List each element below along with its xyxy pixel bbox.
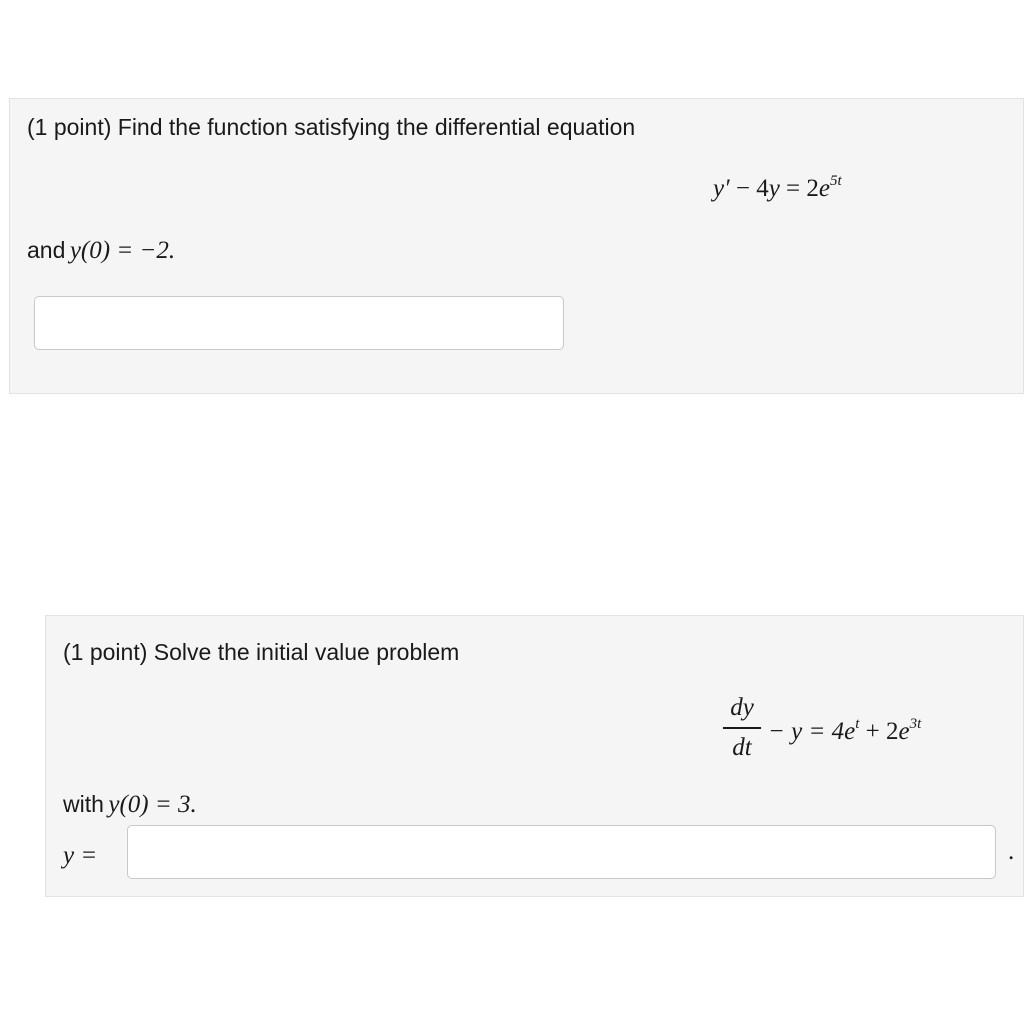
problem-2-statement: (1 point) Solve the initial value problem (63, 639, 460, 665)
equation-rhs-coef: 2 (806, 175, 819, 202)
equation-var: y (768, 175, 780, 202)
equation-base-1: e (844, 718, 856, 745)
equation-minus: − (735, 175, 750, 202)
problem-1-panel (9, 98, 1024, 394)
equation-rest-a: − y = 4 (768, 718, 845, 745)
problem-2-panel (45, 615, 1024, 897)
trailing-period: . (1008, 838, 1015, 865)
equation-rhs-exponent: 5t (830, 173, 842, 189)
fraction-numerator: dy (730, 694, 754, 721)
equation-equals: = (786, 175, 801, 202)
problem-2-answer-input[interactable] (127, 825, 996, 879)
equation-plus: + 2 (859, 718, 899, 745)
condition-prefix: with (63, 791, 104, 817)
equation-rhs-base: e (818, 175, 831, 202)
condition-math: y(0) = 3. (108, 791, 197, 818)
fraction-denominator: dt (732, 734, 752, 761)
equation-coef: 4 (756, 175, 769, 202)
equation-exponent-1: t (855, 716, 860, 732)
equation-lhs: y′ (713, 175, 730, 202)
answer-label: y = (63, 842, 98, 869)
condition-prefix: and (27, 237, 66, 263)
fraction-bar (723, 727, 761, 729)
problem-1-statement: (1 point) Find the function satisfying the differential equation (27, 114, 636, 140)
equation-exponent-2: 3t (909, 716, 922, 732)
condition-math: y(0) = −2. (69, 237, 176, 264)
problem-2-condition (63, 791, 197, 819)
problem-1-answer-input[interactable] (34, 296, 564, 350)
equation-base-2: e (898, 718, 910, 745)
problem-1-condition (27, 237, 175, 265)
problem-1-equation (713, 173, 842, 203)
equation-rest (768, 716, 921, 746)
